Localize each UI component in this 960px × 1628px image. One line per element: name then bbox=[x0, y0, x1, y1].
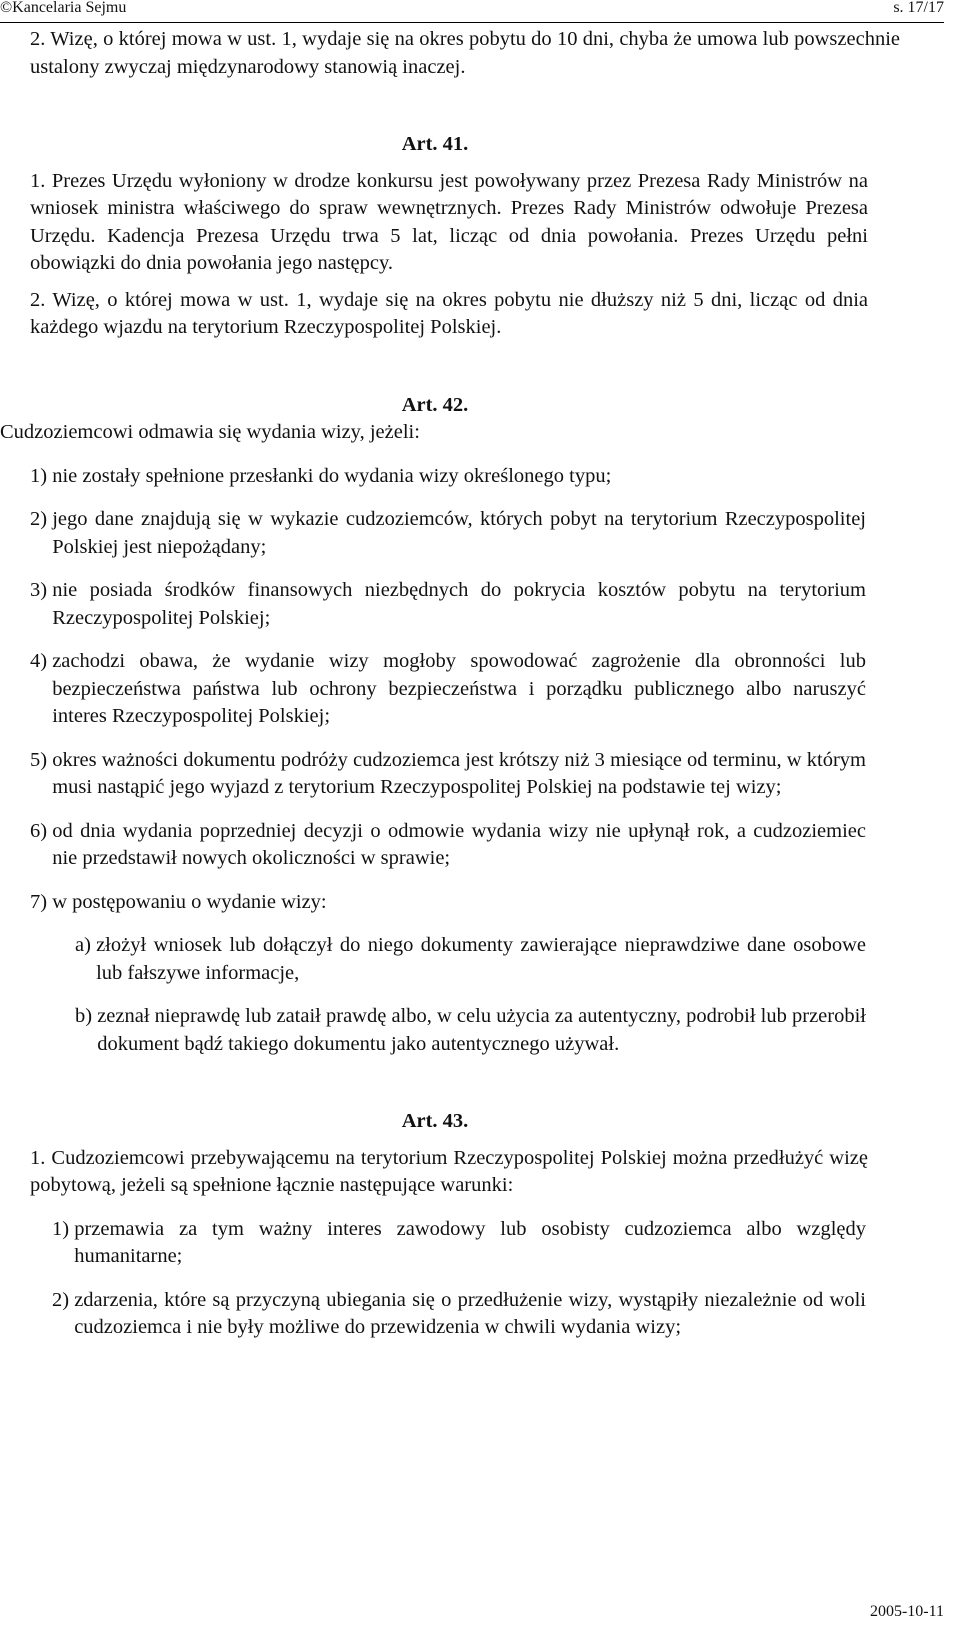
list-item-number: 1) bbox=[30, 464, 53, 487]
footer-date: 2005-10-11 bbox=[869, 1603, 944, 1620]
list-item-number: 6) bbox=[30, 819, 53, 842]
list-item-number: 3) bbox=[30, 579, 53, 601]
sub-list-item-text: złożył wniosek lub dołączył do niego dokumenty zawierające nieprawdziwe dane osobowe lub fałszywe informacje, bbox=[96, 934, 866, 984]
list-item-text: przemawia za tym ważny interes zawodowy lub osobisty cudzoziemca albo względy humanitarne; bbox=[74, 1217, 866, 1267]
list-item-number: 1) bbox=[52, 1217, 75, 1240]
article-43-intro: 1. Cudzoziemcowi przebywającemu na terytorium Rzeczypospolitej Polskiej można przedłużyć wizę pobytową, jeżeli są spełnione łącznie następujące warunki: bbox=[30, 1146, 868, 1196]
list-item-number: 2) bbox=[30, 508, 53, 530]
list-item bbox=[30, 463, 866, 491]
list-item-text: okres ważności dokumentu podróży cudzoziemca jest krótszy niż 3 miesiące od terminu, w którym musi nastąpić jego wyjazd z terytorium Rzeczypospolitej Polskiej na podstawie tej wizy; bbox=[52, 748, 866, 798]
list-item bbox=[30, 818, 866, 873]
list-item-text: nie posiada środków finansowych niezbędnych do pokrycia kosztów pobytu na terytorium Rzeczypospolitej Polskiej; bbox=[52, 579, 866, 629]
list-item-number: 5) bbox=[30, 748, 53, 771]
article-43-title: Art. 43. bbox=[401, 1110, 469, 1132]
list-item bbox=[52, 1287, 866, 1342]
sub-list-item bbox=[75, 1003, 866, 1058]
list-item bbox=[30, 648, 866, 731]
list-item-text: nie zostały spełnione przesłanki do wydania wizy określonego typu; bbox=[52, 464, 612, 487]
list-item bbox=[30, 747, 866, 802]
article-41-para-1: 1. Prezes Urzędu wyłoniony w drodze konkursu jest powoływany przez Prezesa Rady Ministrów na wniosek ministra właściwego do spraw wewnętrznych. Prezes Rady Ministrów odwołuje Prezesa Urzędu. Kadencja Prezesa Urzędu trwa 5 lat, licząc od dnia powołania. Prezes Urzędu pełni obowiązki do dnia powołania jego następcy. bbox=[30, 169, 868, 274]
list-item-text: od dnia wydania poprzedniej decyzji o odmowie wydania wizy nie upłynął rok, a cudzoziemiec nie przedstawił nowych okoliczności w sprawie; bbox=[52, 819, 866, 869]
list-item-text: zachodzi obawa, że wydanie wizy mogłoby spowodować zagrożenie dla obronności lub bezpieczeństwa państwa lub ochrony bezpieczeństwa i porządku publicznego albo naruszyć interes Rzeczypospolitej Polskiej; bbox=[52, 650, 866, 727]
paragraph-top: 2. Wizę, o której mowa w ust. 1, wydaje się na okres pobytu do 10 dni, chyba że umowa lub powszechnie ustalony zwyczaj międzynarodowy stanowią inaczej. bbox=[30, 28, 900, 78]
sub-list-item-letter: a) bbox=[75, 934, 97, 956]
list-item-number: 7) bbox=[30, 890, 53, 913]
document-body bbox=[0, 26, 944, 1342]
list-item-number: 4) bbox=[30, 650, 53, 672]
page-number: s. 17/17 bbox=[893, 0, 944, 16]
list-item-text: zdarzenia, które są przyczyną ubiegania się o przedłużenie wizy, wystąpiły niezależnie od woli cudzoziemca i nie były możliwe do przewidzenia w chwili wydania wizy; bbox=[74, 1288, 866, 1338]
list-item bbox=[30, 506, 866, 561]
article-41-title: Art. 41. bbox=[401, 133, 469, 155]
sub-list-item-letter: b) bbox=[75, 1005, 98, 1027]
article-42-intro: Cudzoziemcowi odmawia się wydania wizy, jeżeli: bbox=[0, 421, 420, 443]
list-item-text: jego dane znajdują się w wykazie cudzoziemców, których pobyt na terytorium Rzeczypospolitej Polskiej jest niepożądany; bbox=[52, 508, 866, 558]
list-item-text: w postępowaniu o wydanie wizy: bbox=[52, 890, 327, 913]
list-item bbox=[30, 577, 866, 632]
sub-list-item-text: zeznał nieprawdę lub zataił prawdę albo, w celu użycia za autentyczny, podrobił lub przerobił dokument bądź takiego dokumentu jako autentycznego używał. bbox=[97, 1005, 866, 1055]
list-item-number: 2) bbox=[52, 1288, 75, 1311]
page-header bbox=[0, 0, 944, 23]
list-item bbox=[52, 1216, 866, 1271]
copyright-label: ©Kancelaria Sejmu bbox=[0, 0, 127, 16]
article-41-para-2: 2. Wizę, o której mowa w ust. 1, wydaje się na okres pobytu nie dłuższy niż 5 dni, licząc od dnia każdego wjazdu na terytorium Rzeczypospolitej Polskiej. bbox=[30, 288, 868, 338]
sub-list-item bbox=[75, 932, 866, 987]
list-item bbox=[30, 889, 866, 917]
article-42-title: Art. 42. bbox=[401, 393, 469, 416]
